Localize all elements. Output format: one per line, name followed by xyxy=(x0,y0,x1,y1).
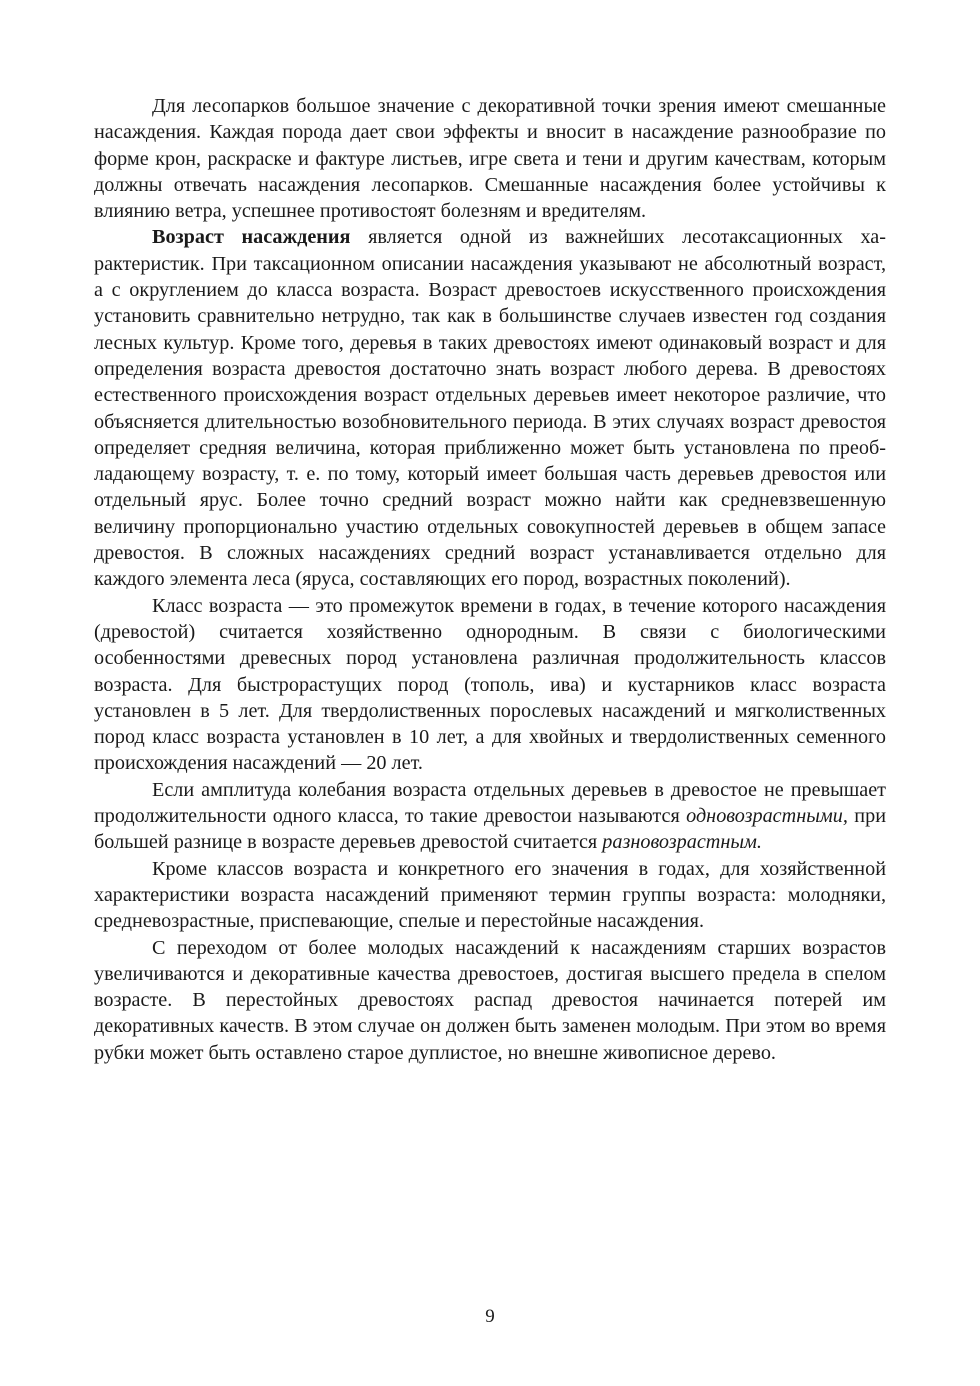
text-body xyxy=(94,93,886,1066)
paragraph-even-aged-text-2: при большей разнице в возрасте деревьев древостой считается xyxy=(94,805,887,854)
page-number: 9 xyxy=(485,1306,495,1327)
term-even-aged: одновозрастными, xyxy=(686,805,848,828)
paragraph-stand-age xyxy=(94,224,886,592)
paragraph-even-aged-text-1: Если амплитуда колебания возраста отдельных деревьев в древостое не превышает продолжительности одного класса, то такие древостои называются xyxy=(94,778,886,828)
term-uneven-aged: разновозрастным. xyxy=(602,831,762,854)
paragraph-mixed-stands: Для лесопарков большое значение с декоративной точки зрения имеют смешанные насаждения. Каждая порода дает свои эффекты и вносит в насаждение разнообразие по форме крон, раскраске и фактуре листьев, игре света и тени и другим качествам, которым должны отвечать насаждения лесопарков. Смешанные насаждения более устойчивы к влиянию ветра, успешнее противостоят болезням и вредителям. xyxy=(94,95,886,223)
paragraph-decorative-qualities: С переходом от более молодых насаждений к насаждениям старших возрастов увеличиваются и декоративные качества древостоев, достигая высшего предела в спелом возрасте. В перестойных древостоях распад древостоя начинается потерей им декоративных качеств. В этом случае он должен быть заменен молодым. При этом во время рубки может быть оставлено старое дуплистое, но внешне живописное дерево. xyxy=(94,936,886,1064)
paragraph-even-aged xyxy=(94,777,886,856)
paragraph-stand-age-text: является одной из важнейших лесотаксационных характеристик. При таксационном описании насаждения указывают не абсолютный возраст, а с округлением до класса возраста. Возраст древостоев искусственного происхождения установить сравнительно нетрудно, так как в большинстве случаев известен год создания лесных культур. Кроме того, деревья в таких древостоях имеют одинаковый возраст и для определения возраста древостоя достаточно знать возраст любого дерева. В древостоях естественного происхождения возраст отдельных деревьев имеет некоторое различие, что объясняется длительностью возобновительного периода. В этих случаях возраст древостоя определяет средняя величина, которая приближенно может быть установлена по преобладающему возрасту, т. е. по тому, который имеет большая часть деревьев древостоя или отдельный ярус. Более точно средний возраст можно найти как средневзвешенную величину пропорционально участию отдельных совокупностей деревьев в общем запасе древостоя. В сложных насаждениях средний возраст устанавливается отдельно для каждого элемента леса (яруса, составляющих его пород, возрастных поколений). xyxy=(94,226,886,591)
paragraph-age-groups: Кроме классов возраста и конкретного его значения в годах, для хозяйственной характеристики возраста насаждений применяют термин группы возраста: молодняки, средневозрастные, приспевающие, спелые и перестойные насаждения. xyxy=(94,857,886,933)
paragraph-age-class: Класс возраста — это промежуток времени в годах, в течение которого насаждения (древостой) считается хозяйственно однородным. В связи с биологическими особенностями древесных пород установлена различная продолжительность классов возраста. Для быстрорастущих пород (тополь, ива) и кустарников класс возраста установлен в 5 лет. Для твердолиственных порослевых насаждений и мягколиственных пород класс возраста установлен в 10 лет, а для хвойных и твердолиственных семенного происхождения насаждений — 20 лет. xyxy=(94,594,886,775)
term-stand-age: Возраст насаждения xyxy=(152,226,351,249)
